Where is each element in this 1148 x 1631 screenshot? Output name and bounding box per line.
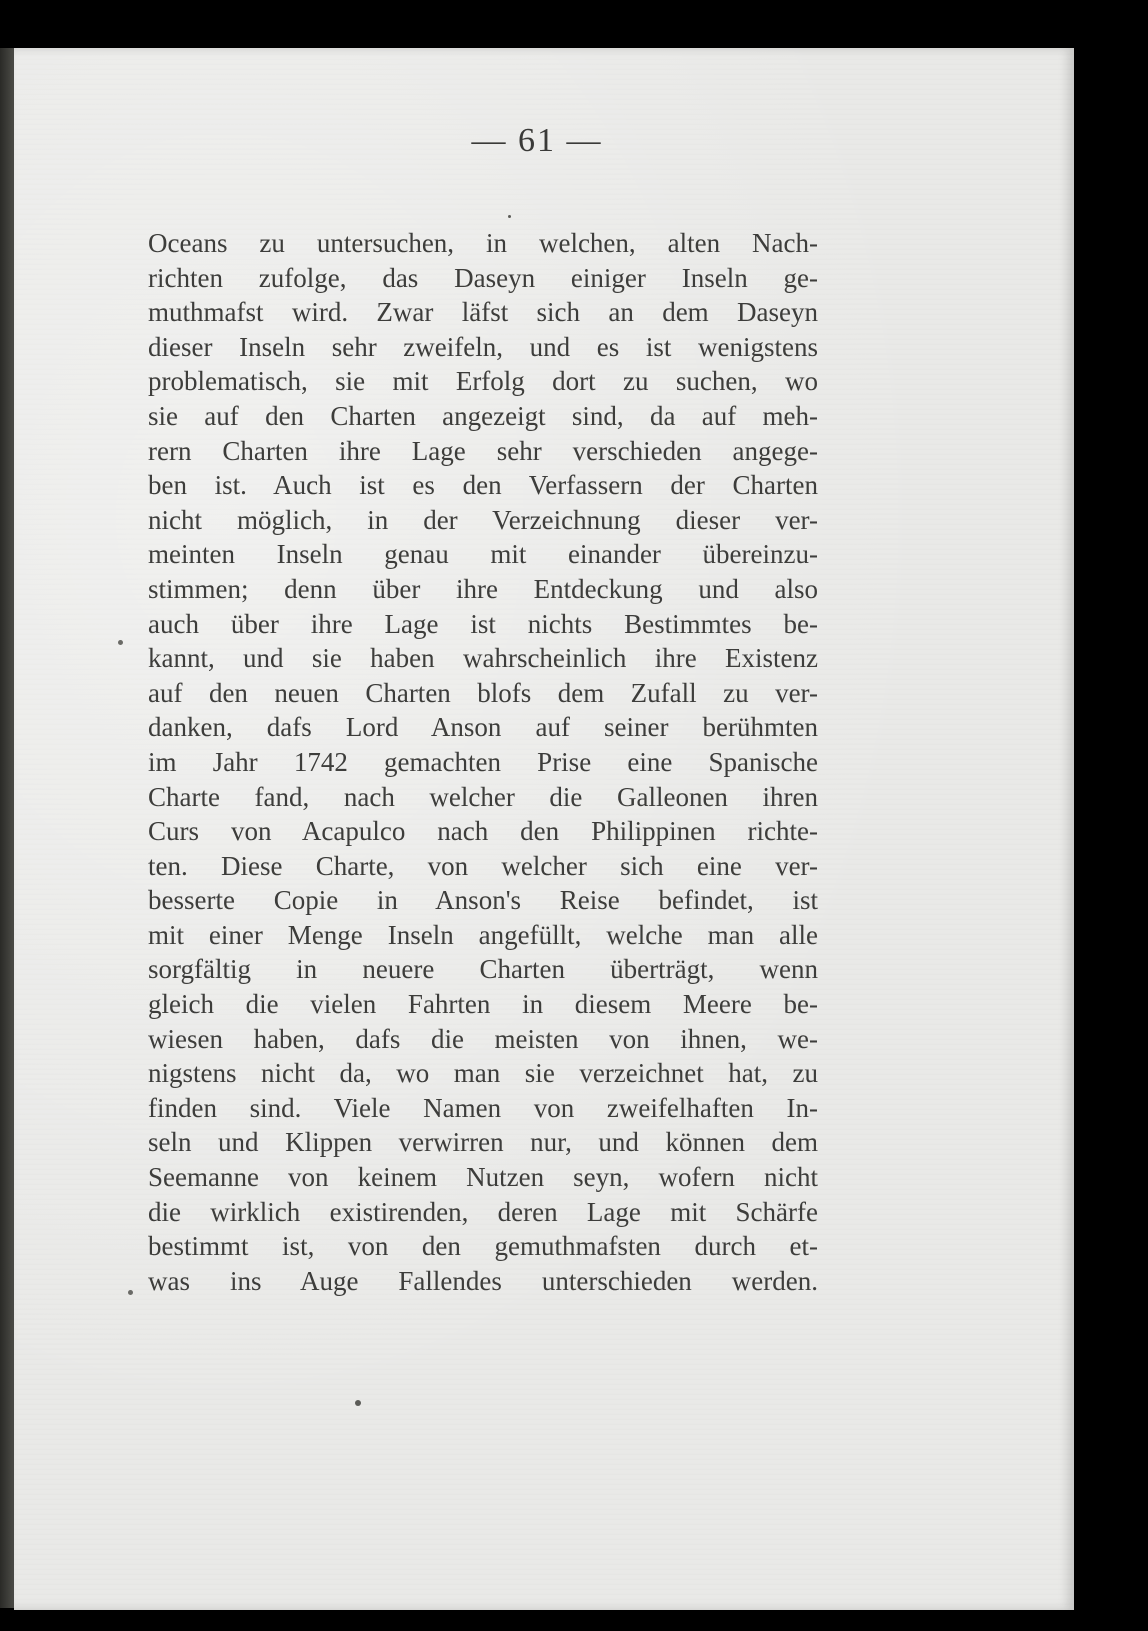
text-line-6: sie auf den Charten angezeigt sind, da auf meh- [148,400,818,431]
margin-mark [118,640,123,645]
paper-speck [355,1400,361,1406]
text-line-18: Curs von Acapulco nach den Philippinen richte- [148,816,818,847]
text-line-19: ten. Diese Charte, von welcher sich eine ver- [148,850,818,881]
text-line-2: richten zufolge, das Daseyn einiger Inseln ge- [148,262,818,293]
text-line-4: dieser Inseln sehr zweifeln, und es ist wenigstens [148,331,818,362]
text-line-10: meinten Inseln genau mit einander übereinzu- [148,539,818,570]
text-line-17: Charte fand, nach welcher die Galleonen ihren [148,781,818,812]
text-line-31: was ins Auge Fallendes unterschieden werden. [148,1265,818,1296]
text-line-22: sorgfältig in neuere Charten überträgt, wenn [148,954,818,985]
text-line-12: auch über ihre Lage ist nichts Bestimmtes be- [148,608,818,639]
text-line-5: problematisch, sie mit Erfolg dort zu suchen, wo [148,366,818,397]
text-line-28: Seemanne von keinem Nutzen seyn, wofern nicht [148,1162,818,1193]
text-line-14: auf den neuen Charten blofs dem Zufall zu ver- [148,677,818,708]
text-line-23: gleich die vielen Fahrten in diesem Meere be- [148,989,818,1020]
text-line-26: finden sind. Viele Namen von zweifelhaften In- [148,1092,818,1123]
text-line-24: wiesen haben, dafs die meisten von ihnen, we- [148,1023,818,1054]
text-line-16: im Jahr 1742 gemachten Prise eine Spanische [148,746,818,777]
text-line-27: seln und Klippen verwirren nur, und können dem [148,1127,818,1158]
text-line-1: Oceans zu untersuchen, in welchen, alten Nach- [148,228,818,258]
text-line-25: nigstens nicht da, wo man sie verzeichnet hat, zu [148,1058,818,1089]
text-line-8: ben ist. Auch ist es den Verfassern der Charten [148,470,818,501]
text-line-3: muthmafst wird. Zwar läfst sich an dem Daseyn [148,297,818,328]
paper-speck [508,215,511,218]
text-line-13: kannt, und sie haben wahrscheinlich ihre Existenz [148,643,818,674]
text-line-15: danken, dafs Lord Anson auf seiner berühmten [148,712,818,743]
text-line-21: mit einer Menge Inseln angefüllt, welche man alle [148,919,818,950]
page-number-header: — 61 — [471,122,603,159]
text-line-11: stimmen; denn über ihre Entdeckung und also [148,573,818,604]
text-line-29: die wirklich existirenden, deren Lage mit Schärfe [148,1196,818,1227]
text-line-20: besserte Copie in Anson's Reise befindet, ist [148,885,818,916]
text-line-30: bestimmt ist, von den gemuthmafsten durch et- [148,1231,818,1262]
margin-mark [128,1290,133,1295]
text-line-9: nicht möglich, in der Verzeichnung dieser ver- [148,504,818,535]
text-line-7: rern Charten ihre Lage sehr verschieden angege- [148,435,818,466]
body-text [148,226,818,1298]
